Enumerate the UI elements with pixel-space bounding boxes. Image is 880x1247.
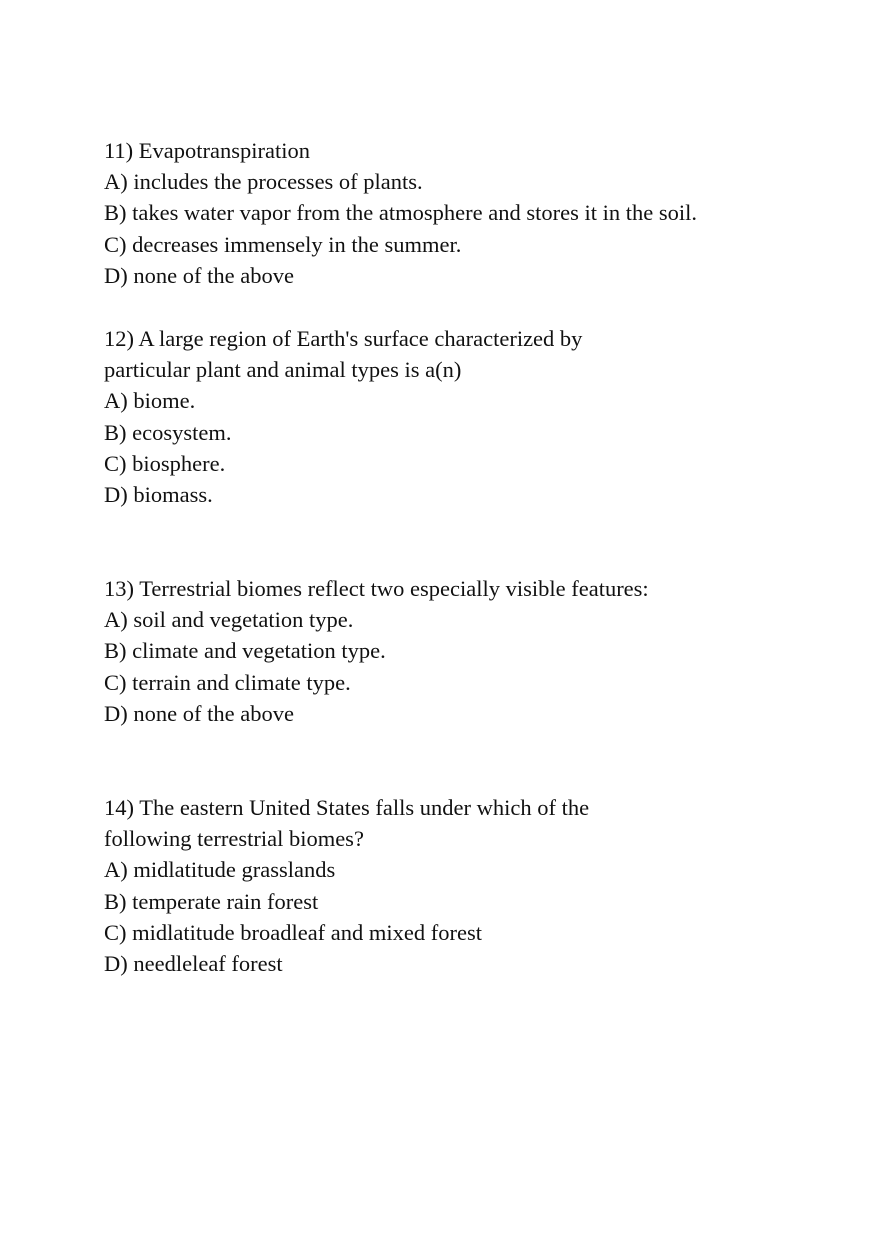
- option-d: D) biomass.: [104, 482, 213, 508]
- option-c: C) terrain and climate type.: [104, 669, 351, 695]
- question-stem: 12) A large region of Earth's surface characterized by: [104, 326, 583, 351]
- option-b: B) ecosystem.: [104, 419, 232, 445]
- question-stem-continued: following terrestrial biomes?: [104, 826, 364, 852]
- option-d: D) none of the above: [104, 262, 294, 288]
- option-b: B) takes water vapor from the atmosphere and stores it in the soil.: [104, 200, 697, 226]
- question-11: [104, 135, 804, 291]
- option-b: B) climate and vegetation type.: [104, 638, 386, 664]
- question-stem: 14) The eastern United States falls under which of the: [104, 795, 590, 820]
- option-c: C) biosphere.: [104, 450, 226, 476]
- question-stem-continued: particular plant and animal types is a(n): [104, 357, 462, 383]
- question-14: [104, 792, 804, 979]
- option-a: A) soil and vegetation type.: [104, 607, 354, 633]
- question-stem: 11) Evapotranspiration: [104, 138, 310, 163]
- option-b: B) temperate rain forest: [104, 888, 319, 914]
- option-a: A) includes the processes of plants.: [104, 169, 423, 195]
- question-13: [104, 573, 804, 729]
- option-d: D) needleleaf forest: [104, 951, 283, 977]
- option-a: A) biome.: [104, 388, 196, 414]
- option-d: D) none of the above: [104, 700, 294, 726]
- option-a: A) midlatitude grasslands: [104, 857, 336, 883]
- question-stem: 13) Terrestrial biomes reflect two especially visible features:: [104, 576, 649, 601]
- option-c: C) midlatitude broadleaf and mixed forest: [104, 919, 483, 945]
- question-12: [104, 323, 804, 510]
- option-c: C) decreases immensely in the summer.: [104, 231, 462, 257]
